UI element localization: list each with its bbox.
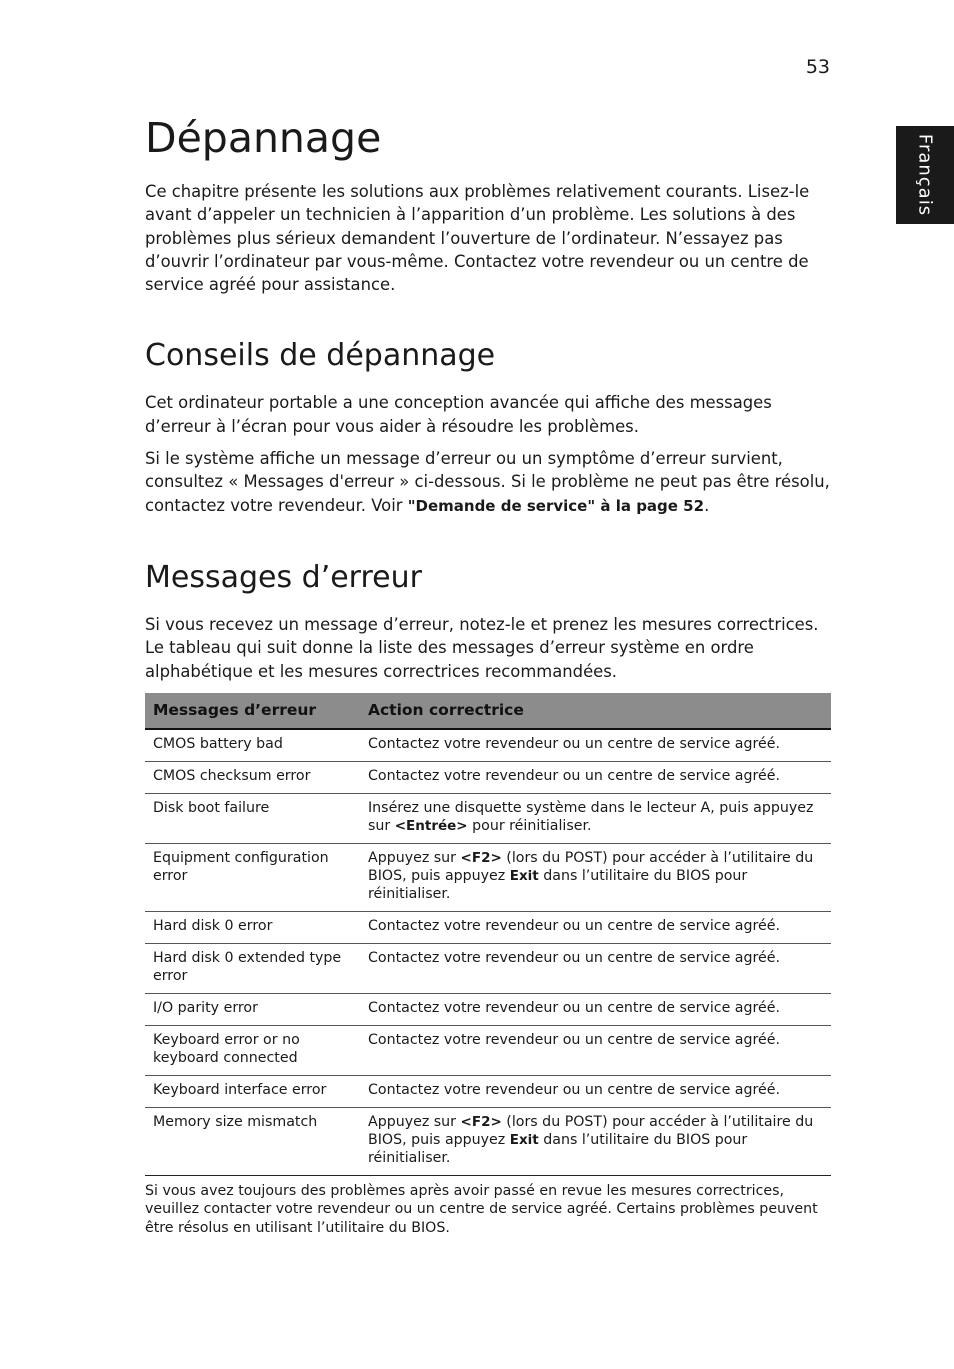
action-cell: Contactez votre revendeur ou un centre de service agréé. xyxy=(360,911,831,943)
page-number: 53 xyxy=(805,56,830,78)
action-cell: Contactez votre revendeur ou un centre de service agréé. xyxy=(360,1025,831,1075)
action-cell: Contactez votre revendeur ou un centre de service agréé. xyxy=(360,943,831,993)
error-messages-table xyxy=(145,693,831,1176)
table-row xyxy=(145,843,831,911)
action-text: Insérez une disquette système dans le lecteur A, puis appuyez sur xyxy=(368,799,814,834)
table-row xyxy=(145,1075,831,1107)
table-header-row xyxy=(145,693,831,729)
table-row xyxy=(145,793,831,843)
action-cell: Contactez votre revendeur ou un centre de service agréé. xyxy=(360,993,831,1025)
language-tab-label: Français xyxy=(914,133,936,217)
action-text: dans l’utilitaire du BIOS pour réinitialiser. xyxy=(368,867,748,902)
page-content xyxy=(145,110,831,1237)
action-text: (lors du POST) pour accéder à l’utilitaire du BIOS, puis appuyez xyxy=(368,1113,814,1148)
action-cell: Contactez votre revendeur ou un centre de service agréé. xyxy=(360,761,831,793)
error-cell: Equipment configuration error xyxy=(145,843,360,911)
error-cell: Disk boot failure xyxy=(145,793,360,843)
section-heading-messages: Messages d’erreur xyxy=(145,559,422,595)
error-cell: I/O parity error xyxy=(145,993,360,1025)
table-row xyxy=(145,1025,831,1075)
messages-intro: Si vous recevez un message d’erreur, notez-le et prenez les mesures correctrices. Le tableau qui suit donne la liste des messages d’erreur système en ordre alphabétique et les mesures correctrices recommandées. xyxy=(145,614,819,681)
table-header-error: Messages d’erreur xyxy=(145,693,360,729)
action-cell xyxy=(360,843,831,911)
service-reference-link[interactable]: "Demande de service" à la page 52 xyxy=(407,496,705,515)
conseils-paragraph-2-text: Si le système affiche un message d’erreur ou un symptôme d’erreur survient, consultez « Messages d'erreur » ci-dessous. Si le problème ne peut pas être résolu, contactez votre revendeur. Voir xyxy=(145,449,830,515)
table-row xyxy=(145,993,831,1025)
section-heading-conseils: Conseils de dépannage xyxy=(145,338,496,374)
action-cell: Contactez votre revendeur ou un centre de service agréé. xyxy=(360,1075,831,1107)
conseils-paragraph-2-end: . xyxy=(704,495,710,515)
action-text: pour réinitialiser. xyxy=(467,817,592,834)
action-text: Appuyez sur xyxy=(368,849,461,866)
conseils-paragraph-1: Cet ordinateur portable a une conception avancée qui affiche des messages d’erreur à l’écran pour vous aider à résoudre les problèmes. xyxy=(145,393,772,436)
page-title: Dépannage xyxy=(145,114,382,162)
key-label: <F2> xyxy=(460,849,502,866)
table-row xyxy=(145,1107,831,1175)
error-cell: CMOS battery bad xyxy=(145,729,360,762)
action-cell xyxy=(360,793,831,843)
table-footnote: Si vous avez toujours des problèmes après avoir passé en revue les mesures correctrices, veuillez contacter votre revendeur ou un centre de service agréé. Certains problèmes peuvent être résolus en utilisant l’utilitaire du BIOS. xyxy=(145,1182,818,1236)
conseils-paragraph-2 xyxy=(145,447,831,518)
table-row xyxy=(145,761,831,793)
table-row xyxy=(145,911,831,943)
error-cell: Keyboard error or no keyboard connected xyxy=(145,1025,360,1075)
action-text: (lors du POST) pour accéder à l’utilitaire du BIOS, puis appuyez xyxy=(368,849,814,884)
error-cell: Hard disk 0 extended type error xyxy=(145,943,360,993)
key-label: Exit xyxy=(509,1131,539,1148)
key-label: <Entrée> xyxy=(394,817,468,834)
table-row xyxy=(145,729,831,762)
table-row xyxy=(145,943,831,993)
error-cell: Hard disk 0 error xyxy=(145,911,360,943)
language-tab xyxy=(896,126,954,224)
error-cell: Keyboard interface error xyxy=(145,1075,360,1107)
action-cell: Contactez votre revendeur ou un centre de service agréé. xyxy=(360,729,831,762)
error-cell: Memory size mismatch xyxy=(145,1107,360,1175)
action-text: dans l’utilitaire du BIOS pour réinitialiser. xyxy=(368,1131,748,1166)
action-text: Appuyez sur xyxy=(368,1113,461,1130)
key-label: <F2> xyxy=(460,1113,502,1130)
intro-paragraph: Ce chapitre présente les solutions aux problèmes relativement courants. Lisez-le avant d’appeler un technicien à l’apparition d’un problème. Les solutions à des problèmes plus sérieux demandent l’ouverture de l’ordinateur. N’essayez pas d’ouvrir l’ordinateur par vous-même. Contactez votre revendeur ou un centre de service agréé pour assistance. xyxy=(145,182,810,295)
table-header-action: Action correctrice xyxy=(360,693,831,729)
action-cell xyxy=(360,1107,831,1175)
key-label: Exit xyxy=(509,867,539,884)
error-cell: CMOS checksum error xyxy=(145,761,360,793)
